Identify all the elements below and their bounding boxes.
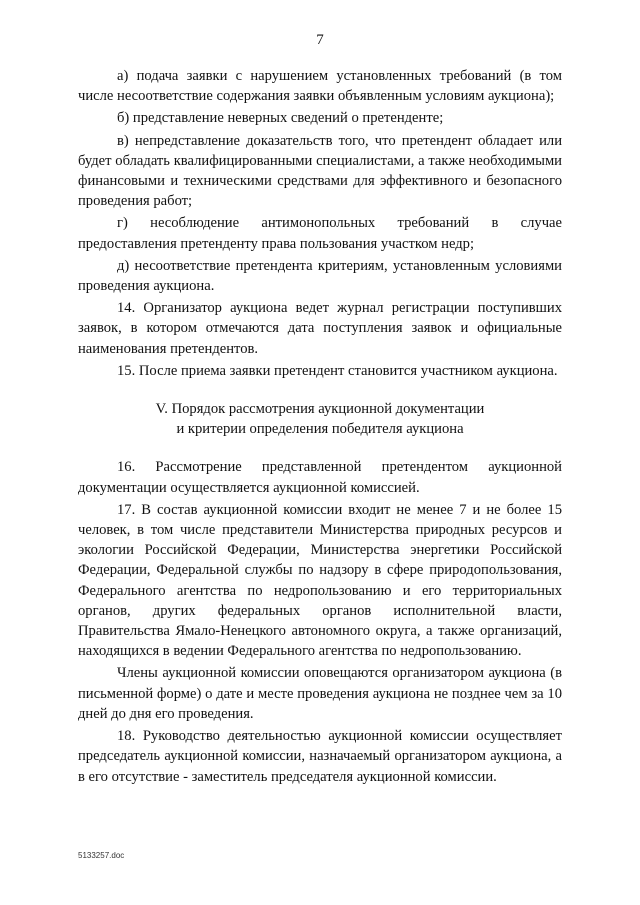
section-heading-line-1: V. Порядок рассмотрения аукционной документации	[155, 401, 485, 418]
page-number: 7	[316, 32, 324, 48]
paragraph-b: б) представление неверных сведений о претенденте;	[117, 110, 444, 127]
paragraph-18: 18. Руководство деятельностью аукционной комиссии осуществляет председатель аукционной комиссии, назначаемый организатором аукциона, а в его отсутствие - заместитель председателя аукционной комиссии.	[78, 728, 562, 785]
paragraph-16: 16. Рассмотрение представленной претендентом аукционной документации осуществляется аукционной комиссией.	[78, 459, 562, 496]
section-heading	[78, 399, 562, 439]
section-heading-line-2: и критерии определения победителя аукциона	[176, 421, 464, 438]
paragraph-a: а) подача заявки с нарушением установленных требований (в том числе несоответствие содержания заявки объявленным условиям аукциона);	[78, 68, 562, 105]
paragraph-15: 15. После приема заявки претендент становится участником аукциона.	[117, 362, 558, 379]
paragraph-14: 14. Организатор аукциона ведет журнал регистрации поступивших заявок, в котором отмечаются дата поступления заявок и официальные наименования претендентов.	[78, 300, 562, 357]
paragraph-c: в) непредставление доказательств того, что претендент обладает или будет обладать квалифицированными специалистами, а также необходимыми финансовыми и техническими средствами для эффективного и безопасного проведения работ;	[78, 132, 562, 210]
paragraph-17: 17. В состав аукционной комиссии входит не менее 7 и не более 15 человек, в том числе представители Министерства природных ресурсов и экологии Российской Федерации, Министерства энергетики Российской Федерации, Федеральной службы по надзору в сфере природопользования, Федерального агентства по недропользованию и его территориальных органов, других федеральных органов исполнительной власти, Правительства Ямало-Ненецкого автономного округа, а также организаций, находящихся в ведении Федерального агентства по недропользованию.	[78, 501, 562, 660]
document-body	[78, 66, 562, 789]
paragraph-e: д) несоответствие претендента критериям, установленным условиями проведения аукциона.	[78, 257, 562, 295]
paragraph-17-members: Члены аукционной комиссии оповещаются организатором аукциона (в письменной форме) о дате и месте проведения аукциона не позднее чем за 10 дней до дня его проведения.	[78, 665, 562, 722]
footer-filename: 5133257.doc	[78, 851, 125, 860]
paragraph-d: г) несоблюдение антимонопольных требований в случае предоставления претенденту права пользования участком недр;	[78, 215, 562, 252]
